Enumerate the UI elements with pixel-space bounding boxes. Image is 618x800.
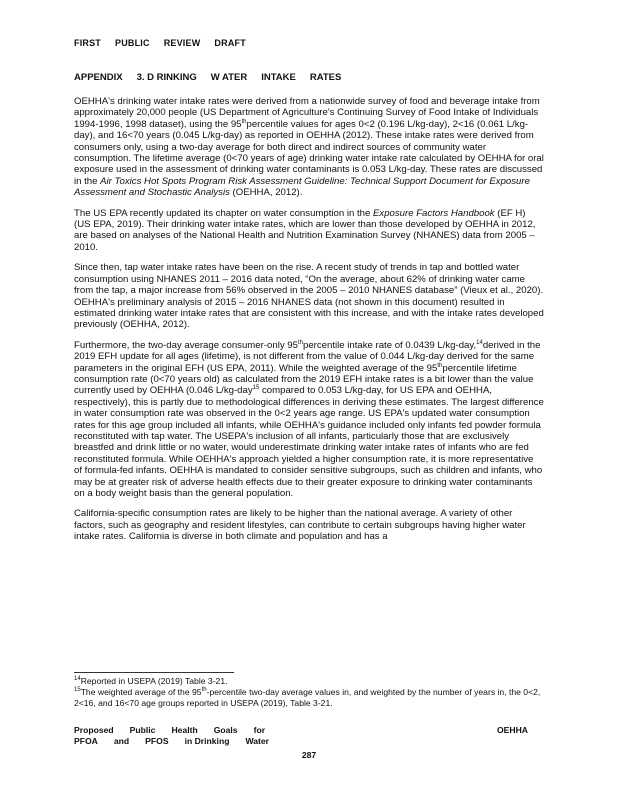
appendix-heading [74,72,355,83]
footnote-text: The weighted average of the 95 [80,687,202,698]
footnote-number: 15 [74,687,81,694]
footer-line-2 [74,736,534,747]
paragraph-4 [74,340,544,500]
appendix-word: APPENDIX [74,72,123,83]
text-run: (EF H) (US EPA, 2019). Their drinking water intake rates, which are lower than those developed by OEHHA in 2012, are based on analyses of the National Health and Nutrition Examination Survey (NHANES) data from 2005 – 2010. [74,207,536,253]
footnote-divider [74,672,234,673]
text-run: percentile lifetime consumption rate (0<70 years old) as calculated from the 2019 EFH intake rates is a bit lower than the value currently used by OEHHA (0.046 L/kg-day [74,362,534,397]
text-run: Furthermore, the two-day average consumer-only 95 [74,339,298,351]
document-title-italic: Exposure Factors Handbook [373,207,495,219]
footer-word: PFOS [145,736,169,746]
draft-word: DRAFT [214,38,246,48]
footnote-ref-14: 14 [476,339,483,346]
footer-word: for [253,725,266,735]
page-footer [74,725,534,747]
footer-line-1 [74,725,534,736]
footer-org: OEHHA [496,725,528,735]
footer-word: and [113,736,130,746]
footnote-ref-15: 15 [252,385,260,392]
appendix-word: RATES [309,72,342,83]
appendix-word: INTAKE [261,72,296,83]
draft-header [74,38,260,48]
footnote-text: -percentile two-day average values in, and weighted by the number of years in, the 0<2, 2<16, and 16<70 age groups reported in USEPA (2019), Table 3-21. [74,687,541,708]
appendix-word: 3. D RINKING [136,72,197,83]
footnote-text: Reported in USEPA (2019) Table 3-21. [80,676,228,686]
document-title-italic: Air Toxics Hot Spots Program Risk Assessment Guideline: Technical Support Document for Exposure Assessment and Stochastic Analysis [74,175,530,199]
text-run: derived in the 2019 EFH update for all ages (lifetime), is not different from the value of 0.044 L/kg-day derived for the same parameters in the original EFH (US EPA, 2011). While the weighted average of the 95 [74,339,541,374]
superscript: th [241,118,247,125]
footnote-14 [74,676,544,686]
draft-word: FIRST [74,38,101,48]
appendix-word: W ATER [210,72,248,83]
paragraph-3: Since then, tap water intake rates have been on the rise. A recent study of trends in tap and bottled water consumption using NHANES 2011 – 2016 data noted, “On the average, about 62% of drinking water came from the tap, a major increase from 56% observed in the 2005 – 2010 NHANES database” (Vieux et al., 2020). OEHHA's preliminary analysis of 2015 – 2016 NHANES data (not shown in this document) resulted in estimated drinking water intake rates that are consistent with this increase, and with the intake rates developed previously (OEHHA, 2012). [74,262,544,331]
text-run: compared to 0.053 L/kg-day, for US EPA and OEHHA, respectively), this is partly due to methodological differences in deriving these estimates. The largest difference in water consumption rate was observed in the 0<2 years age range. US EPA's updated water consumption rates for this age group included all infants, while OEHHA's guidance included only infants fed powder formula reconstituted with tap water. The USEPA's inclusion of all infants, particularly those that are exclusively breastfed and drink little or no water, would underestimate drinking water intake rates of infants who are fed reconstituted formula. While OEHHA's approach yielded a higher consumption rate, it is more representative of formula-fed infants. OEHHA is mandated to consider sensitive subgroups, such as children and infants, who may be at greater risk of adverse health effects due to their greater exposure to drinking water contaminants on a body weight basis than the general population. [74,385,544,499]
paragraph-5: California-specific consumption rates are likely to be higher than the national average. A variety of other factors, such as geography and resident lifestyles, can contribute to certain subgroups having higher water intake rates. California is diverse in both climate and population and has a [74,508,526,543]
footer-word: Proposed [74,725,114,735]
text-run: percentile intake rate of 0.0439 L/kg-day, [302,339,477,351]
draft-word: PUBLIC [115,38,150,48]
body-text [74,96,544,552]
footer-word: in Drinking [184,736,230,746]
footer-word: PFOA [74,736,98,746]
footnote-15 [74,687,544,708]
footer-word: Water [245,736,270,746]
text-run: The US EPA recently updated its chapter on water consumption in the [74,207,373,219]
superscript: th [437,362,443,369]
superscript: th [201,687,207,694]
draft-word: REVIEW [163,38,201,48]
text-run: percentile values for ages 0<2 (0.196 L/kg-day), 2<16 (0.061 L/kg-day), and 16<70 years (0.045 L/kg-day) as reported in OEHHA (2012). These intake rates were derived from consumers only, using a two-day average for both direct and indirect sources of community water consumption. The lifetime average (0<70 years of age) drinking water intake rate calculated by OEHHA for oral exposure used in the assessment of drinking water contaminants is 0.053 L/kg-day. These rates are discussed in the [74,118,544,187]
footnote-number: 14 [74,676,81,683]
footer-word: Goals [213,725,238,735]
page-number: 287 [301,750,317,760]
superscript: th [297,339,303,346]
footer-word: Public [129,725,156,735]
text-run: OEHHA's drinking water intake rates were derived from a nationwide survey of food and beverage intake from approximately 20,000 people (US Department of Agriculture's Continuing Survey of Food Intake of Individuals 1994-1996, 1998 dataset), using the 95 [74,96,540,130]
footer-word: Health [171,725,198,735]
footnotes [74,676,544,709]
paragraph-2 [74,208,544,254]
paragraph-1 [74,96,544,199]
text-run: (OEHHA, 2012). [229,187,303,199]
